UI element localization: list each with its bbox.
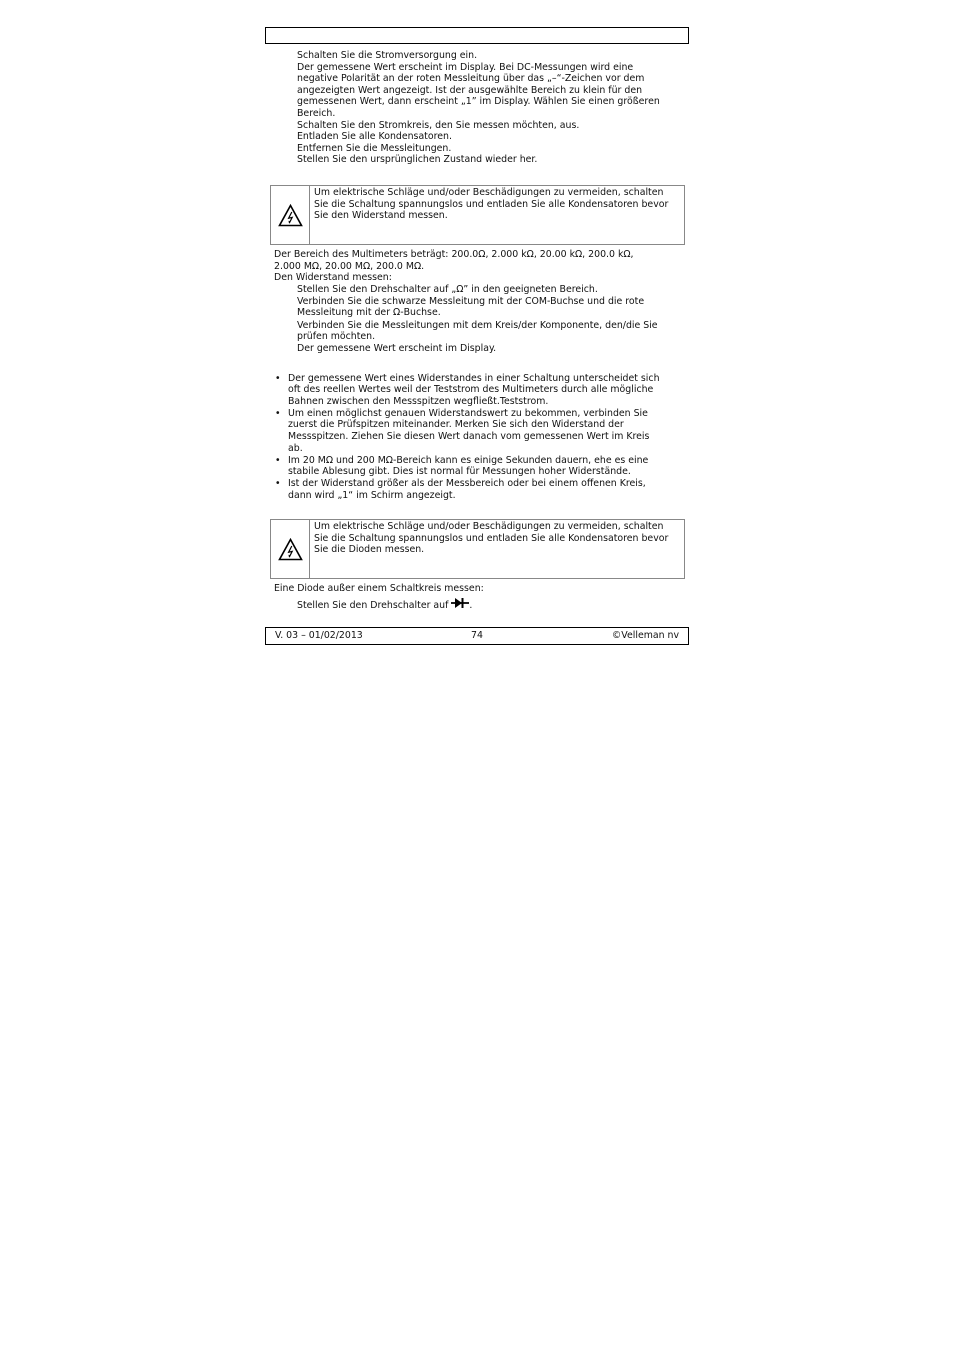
- warning-line: Sie die Dioden messen.: [314, 544, 425, 556]
- bullet-icon: •: [275, 478, 281, 489]
- text-line: prüfen möchten.: [297, 331, 376, 342]
- text-line: Den Widerstand messen:: [274, 272, 392, 283]
- warning-line: Sie die Schaltung spannungslos und entladen Sie alle Kondensatoren bevor: [314, 198, 669, 210]
- diode-step-line: [297, 597, 472, 612]
- text-line: Eine Diode außer einem Schaltkreis messen:: [274, 583, 484, 594]
- footer: [265, 627, 689, 645]
- text-line: Der gemessene Wert erscheint im Display.: [297, 343, 497, 354]
- text-line: Stellen Sie den ursprünglichen Zustand wieder her.: [297, 154, 538, 165]
- bullet-text: Bahnen zwischen den Messspitzen wegfließt.Teststrom.: [288, 396, 549, 407]
- diode-step-suffix: .: [469, 600, 473, 611]
- warning-lightning-icon: [278, 204, 303, 227]
- bullet-text: Der gemessene Wert eines Widerstandes in einer Schaltung unterscheidet sich: [288, 373, 660, 384]
- bullet-icon: •: [275, 408, 281, 419]
- footer-version: V. 03 – 01/02/2013: [275, 630, 363, 641]
- text-line: Der gemessene Wert erscheint im Display. Bei DC-Messungen wird eine: [297, 62, 634, 73]
- warning-line: Sie den Widerstand messen.: [314, 210, 448, 222]
- bullet-text: Um einen möglichst genauen Widerstandswert zu bekommen, verbinden Sie: [288, 408, 648, 419]
- bullet-icon: •: [275, 455, 281, 466]
- bullet-text: Im 20 MΩ und 200 MΩ-Bereich kann es einige Sekunden dauern, ehe es eine: [288, 455, 649, 466]
- bullet-text: dann wird „1“ im Schirm angezeigt.: [288, 490, 456, 501]
- text-line: 2.000 MΩ, 20.00 MΩ, 200.0 MΩ.: [274, 261, 425, 272]
- bullet-text: zuerst die Prüfspitzen miteinander. Merken Sie sich den Widerstand der: [288, 419, 624, 430]
- bullet-text: Ist der Widerstand größer als der Messbereich oder bei einem offenen Kreis,: [288, 478, 646, 489]
- diode-icon: [451, 597, 469, 609]
- bullet-text: stabile Ablesung gibt. Dies ist normal für Messungen hoher Widerstände.: [288, 466, 631, 477]
- text-line: Messleitung mit der Ω-Buchse.: [297, 307, 441, 318]
- bullet-text: ab.: [288, 443, 303, 454]
- warning-line: Sie die Schaltung spannungslos und entladen Sie alle Kondensatoren bevor: [314, 532, 669, 544]
- diode-step-text: Stellen Sie den Drehschalter auf: [297, 600, 449, 611]
- text-line: Verbinden Sie die Messleitungen mit dem Kreis/der Komponente, den/die Sie: [297, 320, 658, 331]
- warning-icon-cell: [271, 186, 310, 244]
- text-line: Der Bereich des Multimeters beträgt: 200.0Ω, 2.000 kΩ, 20.00 kΩ, 200.0 kΩ,: [274, 249, 634, 260]
- bullet-icon: •: [275, 373, 281, 384]
- warning-box: [270, 185, 685, 245]
- warning-text: [314, 521, 668, 556]
- warning-lightning-icon: [278, 538, 303, 561]
- text-line: Entladen Sie alle Kondensatoren.: [297, 131, 452, 142]
- bullet-text: Messspitzen. Ziehen Sie diesen Wert danach vom gemessenen Wert im Kreis: [288, 431, 650, 442]
- text-line: negative Polarität an der roten Messleitung über das „–“-Zeichen vor dem: [297, 73, 645, 84]
- text-line: Schalten Sie die Stromversorgung ein.: [297, 50, 478, 61]
- warning-line: Um elektrische Schläge und/oder Beschädigungen zu vermeiden, schalten: [314, 521, 664, 532]
- text-line: Bereich.: [297, 108, 336, 119]
- page-number: 74: [471, 630, 483, 641]
- text-line: Stellen Sie den Drehschalter auf „Ω” in den geeigneten Bereich.: [297, 284, 598, 295]
- text-line: Verbinden Sie die schwarze Messleitung mit der COM-Buchse und die rote: [297, 296, 645, 307]
- warning-text: [314, 187, 668, 222]
- text-line: gemessenen Wert, dann erscheint „1” im Display. Wählen Sie einen größeren: [297, 96, 660, 107]
- warning-box: [270, 519, 685, 579]
- warning-line: Um elektrische Schläge und/oder Beschädigungen zu vermeiden, schalten: [314, 187, 664, 198]
- footer-copyright: ©Velleman nv: [611, 630, 679, 641]
- text-line: Schalten Sie den Stromkreis, den Sie messen möchten, aus.: [297, 120, 580, 131]
- bullet-text: oft des reellen Wertes weil der Teststrom des Multimeters durch alle mögliche: [288, 384, 654, 395]
- text-line: angezeigten Wert angezeigt. Ist der ausgewählte Bereich zu klein für den: [297, 85, 643, 96]
- header-box: [265, 27, 689, 44]
- warning-icon-cell: [271, 520, 310, 578]
- text-line: Entfernen Sie die Messleitungen.: [297, 143, 452, 154]
